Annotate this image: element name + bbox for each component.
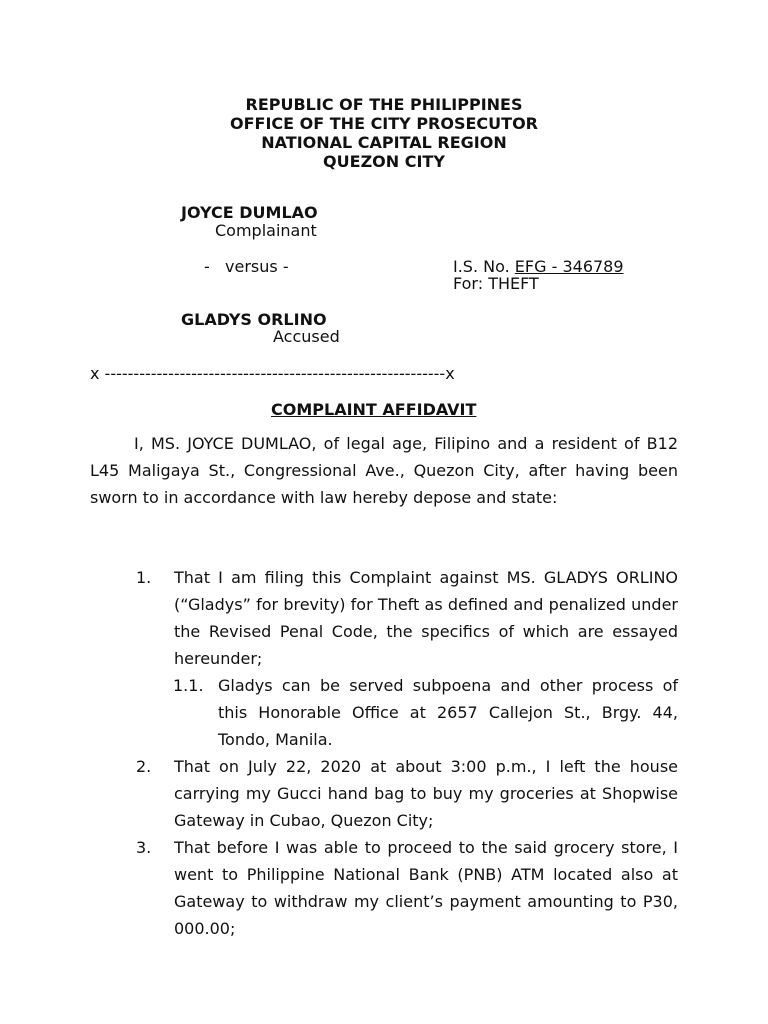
document-title: COMPLAINT AFFIDAVIT <box>271 400 477 419</box>
list-item <box>136 753 678 834</box>
item-text: That before I was able to proceed to the said grocery store, I went to Philippine National Bank (PNB) ATM located also at Gateway to withdraw my client’s payment amounting to P30, 000.00; <box>174 838 678 938</box>
complainant-role: Complainant <box>215 221 317 240</box>
item-text: That on July 22, 2020 at about 3:00 p.m., I left the house carrying my Gucci hand bag to buy my groceries at Shopwise Gateway in Cubao, Quezon City; <box>174 757 678 830</box>
header-city: QUEZON CITY <box>323 152 445 171</box>
versus-label: - versus - <box>204 257 289 276</box>
list-item <box>136 564 678 672</box>
header-region: NATIONAL CAPITAL REGION <box>261 133 507 152</box>
case-number-label: I.S. No. <box>453 257 510 276</box>
list-subitem <box>173 672 678 753</box>
case-offense: For: THEFT <box>453 274 539 293</box>
document-header <box>0 95 768 171</box>
intro-paragraph: I, MS. JOYCE DUMLAO, of legal age, Filipino and a resident of B12 L45 Maligaya St., Congressional Ave., Quezon City, after having been sworn to in accordance with law hereby depose and state: <box>90 434 678 507</box>
item-text: That I am filing this Complaint against MS. GLADYS ORLINO (“Gladys” for brevity) for Theft as defined and penalized under the Revised Penal Code, the specifics of which are essayed hereunder; <box>174 568 678 668</box>
complainant-name: JOYCE DUMLAO <box>181 203 318 222</box>
case-number-value: EFG - 346789 <box>514 257 624 276</box>
item-number: 3. <box>136 838 152 857</box>
item-number: 1.1. <box>173 676 204 695</box>
item-number: 1. <box>136 568 152 587</box>
accused-role: Accused <box>273 327 340 346</box>
item-text: Gladys can be served subpoena and other process of this Honorable Office at 2657 Callejon St., Brgy. 44, Tondo, Manila. <box>218 676 678 749</box>
accused-name: GLADYS ORLINO <box>181 310 327 329</box>
allegations-list <box>136 564 678 942</box>
caption-separator: x -----------------------------------------------------------x <box>90 364 455 383</box>
header-office: OFFICE OF THE CITY PROSECUTOR <box>230 114 538 133</box>
list-item <box>136 834 678 942</box>
item-number: 2. <box>136 757 152 776</box>
header-republic: REPUBLIC OF THE PHILIPPINES <box>245 95 523 114</box>
